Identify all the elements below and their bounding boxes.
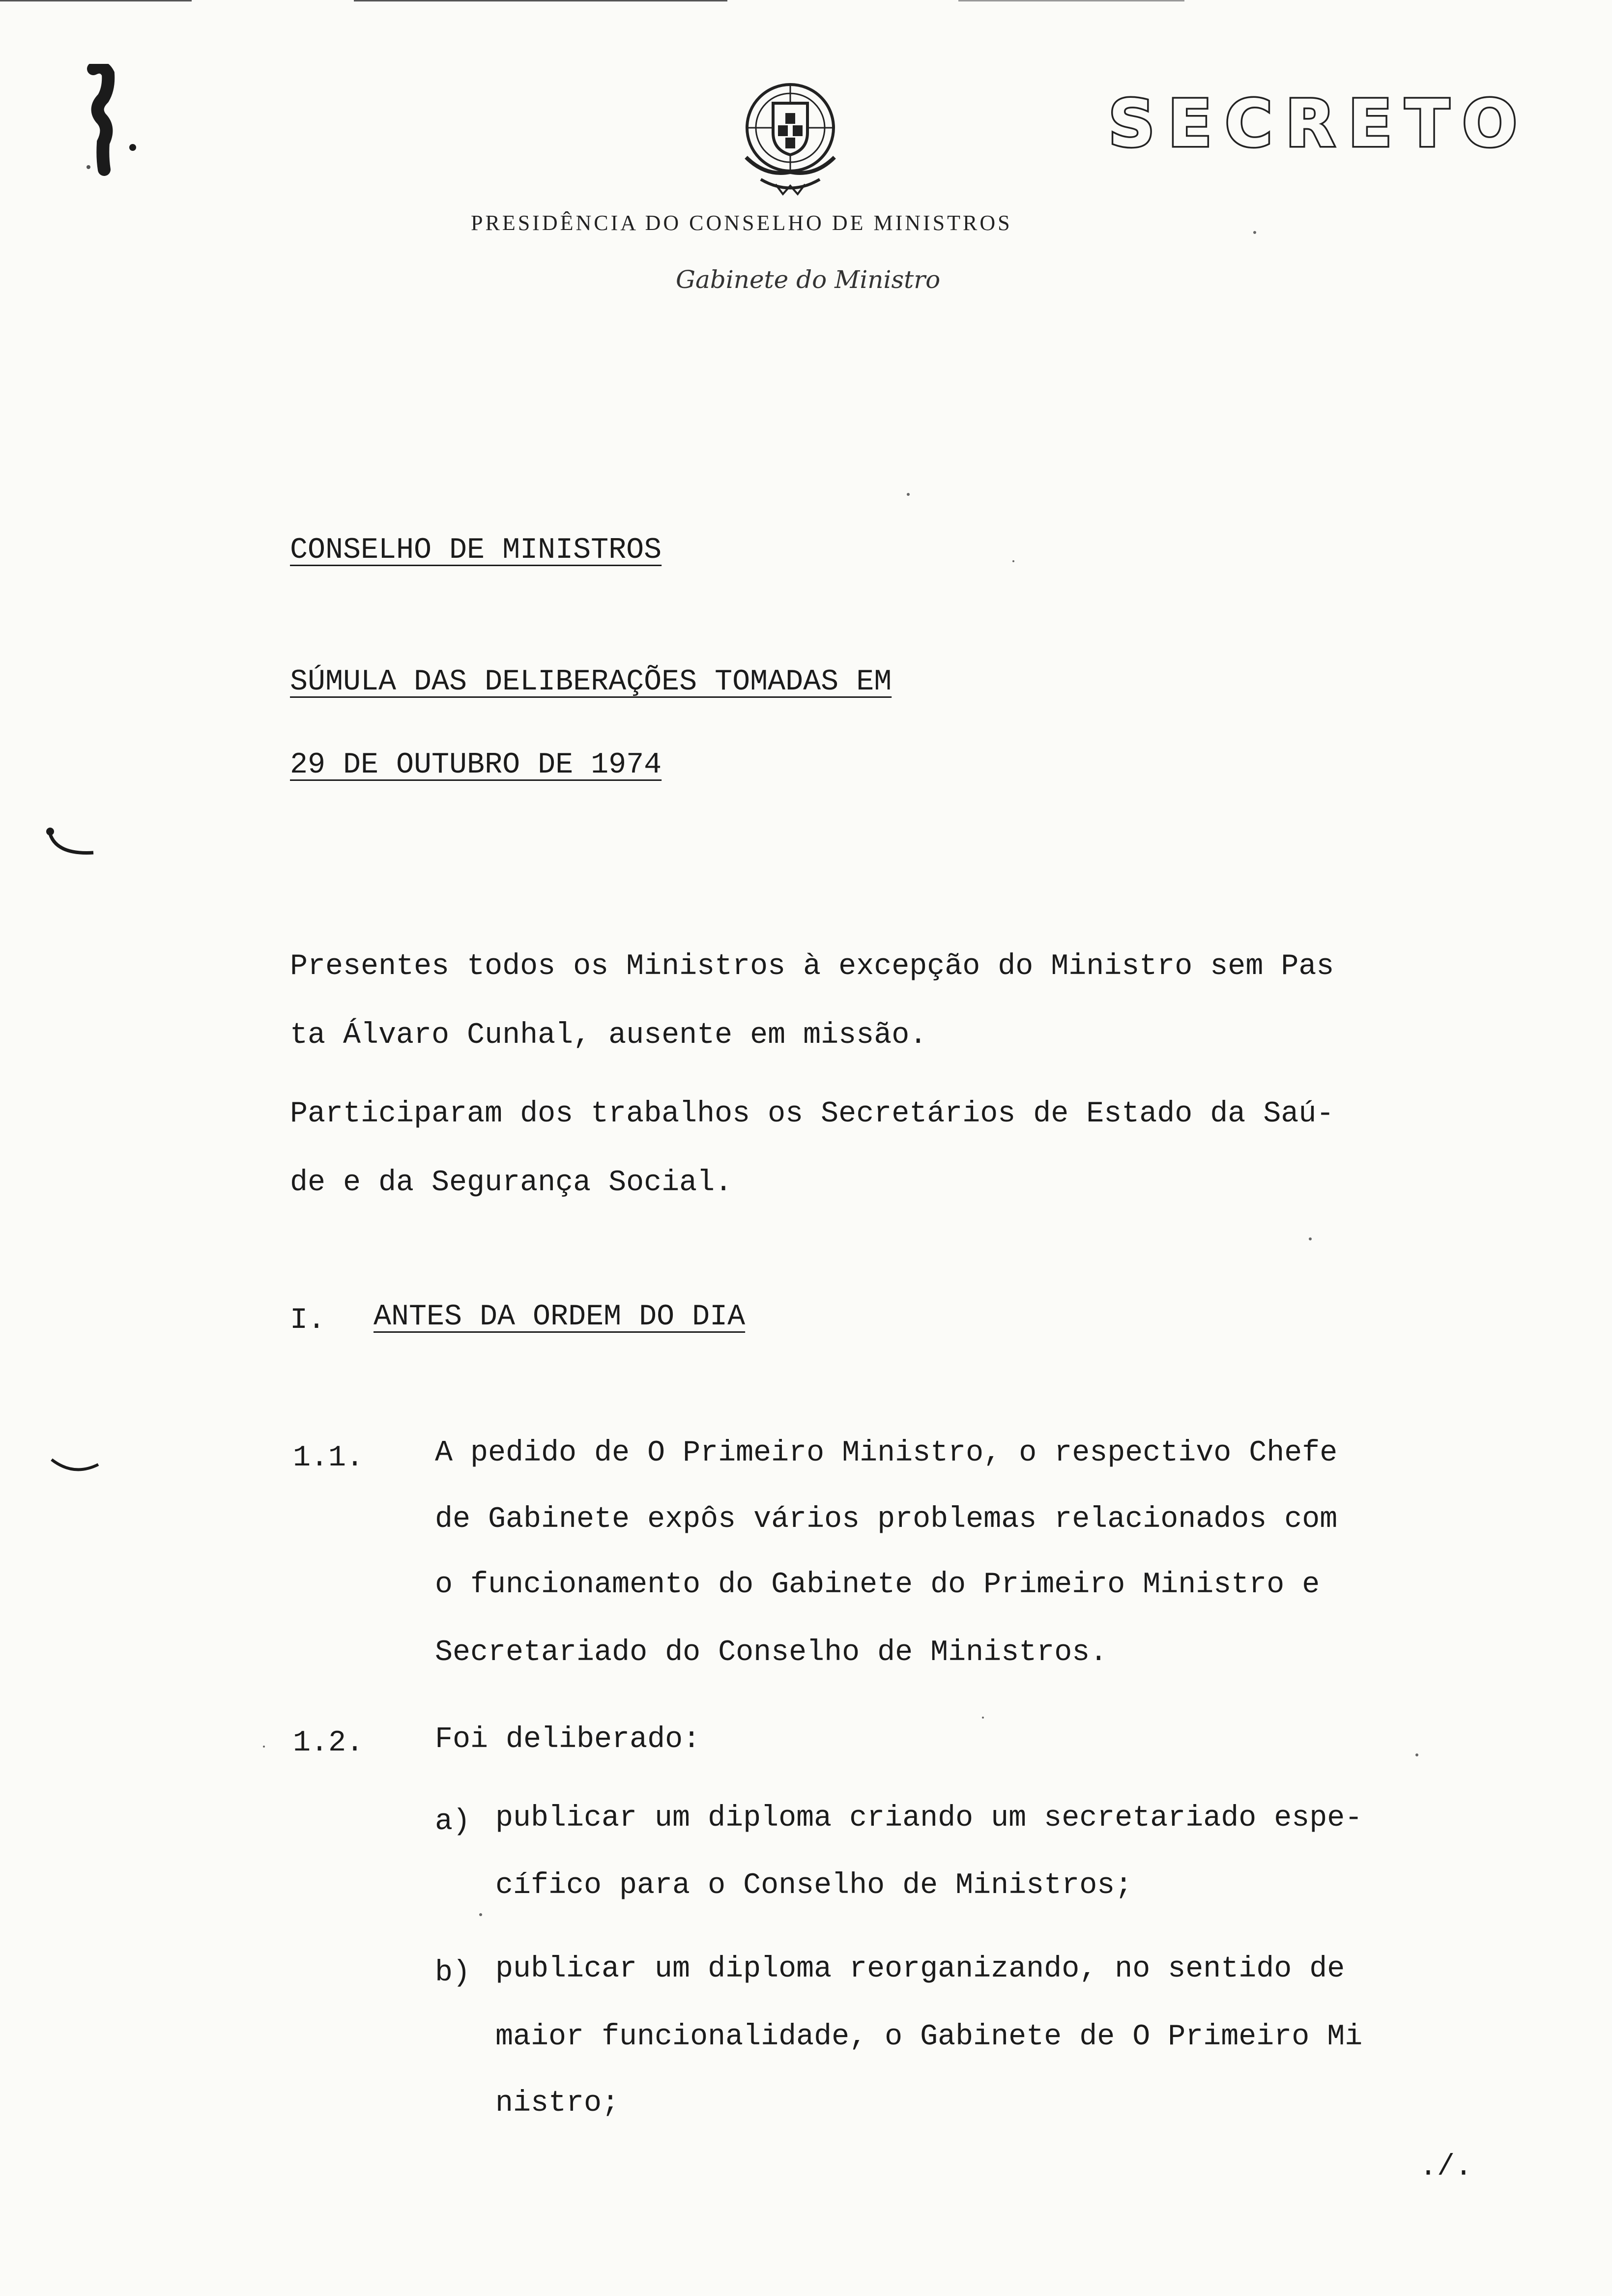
- classification-stamp: SECRETO: [1108, 86, 1530, 162]
- continuation-mark: ./.: [1419, 2151, 1473, 2184]
- scan-edge-line: [958, 0, 1184, 1]
- scan-speck: [479, 1913, 482, 1916]
- scan-edge-line: [0, 0, 192, 1]
- document-title: CONSELHO DE MINISTROS: [290, 534, 662, 567]
- scan-edge-line: [354, 0, 727, 1]
- subitem-marker: b): [435, 1956, 471, 1990]
- subitem-line: cífico para o Conselho de Ministros;: [495, 1869, 1133, 1902]
- intro-paragraph-line: Presentes todos os Ministros à excepção do Ministro sem Pas: [290, 950, 1334, 983]
- intro-paragraph-line: ta Álvaro Cunhal, ausente em missão.: [290, 1019, 927, 1052]
- margin-curve-mark-icon: [49, 1455, 103, 1484]
- scan-speck: [1253, 231, 1256, 234]
- office-name: Gabinete do Ministro: [676, 265, 941, 294]
- margin-curve-mark-icon: [44, 826, 98, 865]
- scan-speck: [1415, 1753, 1418, 1756]
- section-number: I.: [290, 1304, 326, 1337]
- item-number: 1.1.: [293, 1441, 364, 1475]
- scan-speck: [1309, 1237, 1312, 1240]
- item-line: o funcionamento do Gabinete do Primeiro Ministro e: [435, 1568, 1320, 1602]
- scan-speck: [982, 1717, 984, 1719]
- intro-paragraph-line: Participaram dos trabalhos os Secretários de Estado da Saú-: [290, 1097, 1334, 1131]
- section-heading: ANTES DA ORDEM DO DIA: [374, 1300, 746, 1334]
- organization-name: PRESIDÊNCIA DO CONSELHO DE MINISTROS: [471, 211, 1012, 235]
- document-subtitle: SÚMULA DAS DELIBERAÇÕES TOMADAS EM: [290, 665, 892, 699]
- subitem-line: nistro;: [495, 2087, 620, 2120]
- item-number: 1.2.: [293, 1726, 364, 1760]
- margin-mark-icon: [74, 64, 147, 177]
- subitem-line: publicar um diploma criando um secretariado espe-: [495, 1802, 1363, 1835]
- subitem-line: maior funcionalidade, o Gabinete de O Primeiro Mi: [495, 2020, 1363, 2054]
- subitem-line: publicar um diploma reorganizando, no sentido de: [495, 1952, 1345, 1986]
- item-line: Foi deliberado:: [435, 1723, 701, 1756]
- item-line: Secretariado do Conselho de Ministros.: [435, 1636, 1108, 1669]
- scan-speck: [263, 1746, 265, 1748]
- scan-speck: [1012, 560, 1014, 562]
- document-date: 29 DE OUTUBRO DE 1974: [290, 748, 662, 782]
- coat-of-arms-icon: [726, 74, 854, 201]
- item-line: de Gabinete expôs vários problemas relacionados com: [435, 1503, 1338, 1536]
- subitem-marker: a): [435, 1805, 471, 1838]
- scan-speck: [907, 493, 910, 496]
- item-line: A pedido de O Primeiro Ministro, o respectivo Chefe: [435, 1436, 1338, 1470]
- intro-paragraph-line: de e da Segurança Social.: [290, 1166, 733, 1200]
